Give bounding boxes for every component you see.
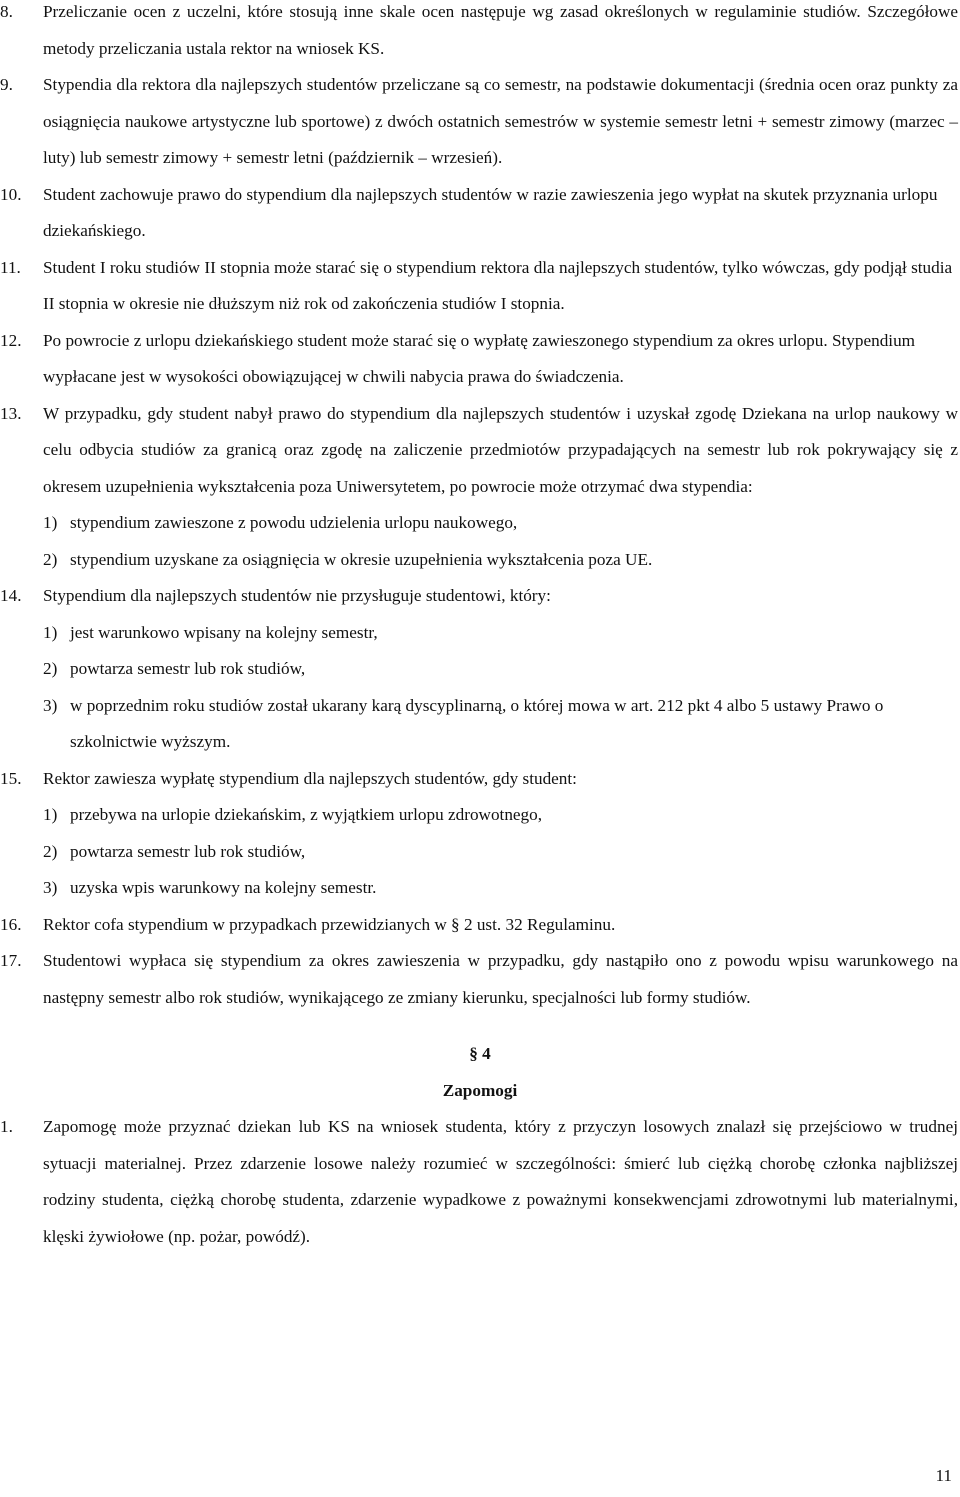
item-text: Student I roku studiów II stopnia może starać się o stypendium rektora dla najlepszych studentów, tylko wówczas, gdy podjął studia II stopnia w okresie nie dłuższym niż rok od zakończenia studiów I stopnia. [43, 257, 953, 313]
sub-list-item [43, 651, 958, 688]
sub-item-number: 3) [43, 878, 58, 897]
item-text: Po powrocie z urlopu dziekańskiego student może starać się o wypłatę zawieszonego stypendium za okres urlopu. Stypendium wypłacane jest w wysokości obowiązującej w chwili nabycia prawa do świadczenia. [43, 330, 916, 386]
item-number: 12. [0, 330, 22, 350]
sub-item-number: 2) [43, 841, 58, 861]
list-item [0, 67, 958, 177]
item-number: 8. [0, 2, 13, 21]
sub-item-number: 3) [43, 695, 58, 715]
item-number: 1. [0, 1117, 13, 1136]
item-text: Rektor cofa stypendium w przypadkach przewidzianych w § 2 ust. 32 Regulaminu. [43, 914, 616, 934]
section-sign: § 4 [469, 1044, 491, 1063]
sub-item-text: jest warunkowo wpisany na kolejny semestr, [70, 622, 378, 642]
item-number: 13. [0, 403, 22, 423]
sub-list-item [43, 505, 958, 542]
sub-list-item [43, 834, 958, 871]
sub-item-number: 2) [43, 549, 58, 569]
item-number: 14. [0, 586, 22, 605]
sub-list-item [43, 870, 958, 907]
list-item [0, 396, 958, 506]
item-text: Studentowi wypłaca się stypendium za okres zawieszenia w przypadku, gdy nastąpiło ono z powodu wpisu warunkowego na następny semestr albo rok studiów, wynikającego ze zmiany kierunku, specjalności lub formy studiów. [43, 951, 958, 1007]
item-number: 17. [0, 951, 22, 970]
section-items-list [0, 1109, 958, 1255]
sub-list-item [43, 615, 958, 652]
sub-item-text: stypendium zawieszone z powodu udzielenia urlopu naukowego, [70, 513, 518, 532]
item-text: Zapomogę może przyznać dziekan lub KS na wniosek studenta, który z przyczyn losowych znalazł się przejściowo w trudnej sytuacji materialnej. Przez zdarzenie losowe należy rozumieć w szczególności: śmierć lub ciężką chorobę członka najbliższej rodziny studenta, ciężką chorobę studenta, zdarzenie wypadkowe z poważnymi konsekwencjami zdrowotnymi lub materialnymi, klęski żywiołowe (np. pożar, powódź). [43, 1117, 958, 1246]
sub-item-number: 1) [43, 513, 58, 532]
sub-item-number: 1) [43, 805, 58, 824]
list-item [0, 177, 958, 250]
sub-list-item [43, 542, 958, 579]
item-number: 9. [0, 75, 13, 94]
item-text: W przypadku, gdy student nabył prawo do stypendium dla najlepszych studentów i uzyskał zgodę Dziekana na urlop naukowy w celu odbycia studiów za granicą oraz zgodę na zaliczenie przedmiotów przypadających na semestr lub rok pokrywający się z okresem uzupełnienia wykształcenia poza Uniwersytetem, po powrocie może otrzymać dwa stypendia: [43, 403, 958, 496]
sub-item-text: powtarza semestr lub rok studiów, [70, 841, 306, 861]
item-text: Rektor zawiesza wypłatę stypendium dla najlepszych studentów, gdy student: [43, 768, 577, 788]
sub-list-item [43, 797, 958, 834]
section-title: Zapomogi [442, 1080, 518, 1100]
item-number: 10. [0, 184, 22, 204]
sub-item-text: stypendium uzyskane za osiągnięcia w okresie uzupełnienia wykształcenia poza UE. [70, 549, 653, 569]
sub-item-number: 2) [43, 659, 58, 678]
list-item [0, 907, 958, 944]
item-number: 11. [0, 257, 21, 277]
sub-item-text: przebywa na urlopie dziekańskim, z wyjątkiem urlopu zdrowotnego, [70, 805, 543, 824]
sub-list-item [43, 688, 958, 761]
list-item [0, 1109, 958, 1255]
list-item [0, 0, 958, 67]
item-number: 16. [0, 914, 22, 934]
item-text: Przeliczanie ocen z uczelni, które stosują inne skale ocen następuje wg zasad określonych w regulaminie studiów. Szczegółowe metody przeliczania ustala rektor na wniosek KS. [43, 2, 958, 58]
item-text: Stypendium dla najlepszych studentów nie przysługuje studentowi, który: [43, 586, 551, 605]
list-item [0, 761, 958, 798]
list-item [0, 250, 958, 323]
item-number: 15. [0, 768, 22, 788]
item-text: Student zachowuje prawo do stypendium dla najlepszych studentów w razie zawieszenia jego wypłat na skutek przyznania urlopu dziekańskiego. [43, 184, 938, 240]
sub-item-number: 1) [43, 622, 58, 642]
list-item [0, 943, 958, 1016]
list-item [0, 578, 958, 615]
sub-item-text: uzyska wpis warunkowy na kolejny semestr. [70, 878, 377, 897]
sub-item-text: powtarza semestr lub rok studiów, [70, 659, 306, 678]
sub-item-text: w poprzednim roku studiów został ukarany karą dyscyplinarną, o której mowa w art. 212 pkt 4 albo 5 ustawy Prawo o szkolnictwie wyższym. [70, 695, 884, 751]
list-item [0, 323, 958, 396]
item-text: Stypendia dla rektora dla najlepszych studentów przeliczane są co semestr, na podstawie dokumentacji (średnia ocen oraz punkty za osiągnięcia naukowe artystyczne lub sportowe) z dwóch ostatnich semestrów w systemie semestr letni + semestr zimowy (marzec – luty) lub semestr zimowy + semestr letni (październik – wrzesień). [43, 75, 958, 167]
page-number: 11 [935, 1466, 952, 1485]
